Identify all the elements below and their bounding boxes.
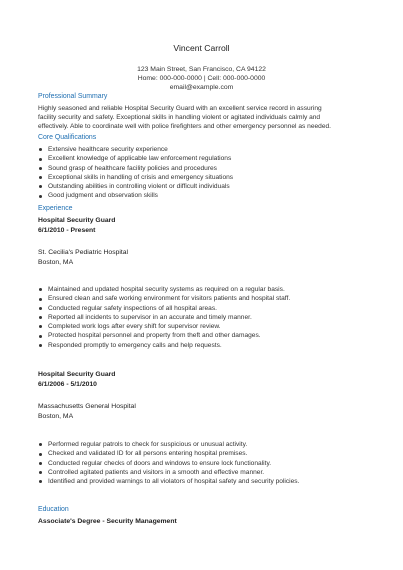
list-item: Completed work logs after every shift for supervisor review. — [38, 322, 373, 331]
list-item: Conducted regular safety inspections of all hospital areas. — [38, 304, 373, 313]
list-item: Protected hospital personnel and property from theft and other damages. — [38, 331, 373, 340]
section-heading-education: Education — [38, 506, 69, 513]
list-item: Conducted regular checks of doors and windows to ensure lock functionality. — [38, 459, 373, 468]
employer-location: Boston, MA — [38, 259, 74, 266]
list-item: Excellent knowledge of applicable law enforcement regulations — [38, 154, 373, 163]
email-line: email@example.com — [169, 84, 234, 91]
list-item: Controlled agitated patients and visitors in a smooth and effective manner. — [38, 468, 373, 477]
summary-line: facility security and safety. Exceptional skills in handling violent or agitated individuals calmly and — [38, 114, 321, 122]
list-item: Extensive healthcare security experience — [38, 145, 373, 154]
list-item: Outstanding abilities in controlling violent or difficult individuals — [38, 182, 373, 191]
employer-location: Boston, MA — [38, 413, 74, 420]
summary-line: effectively. Able to coordinate well with police firefighters and other emergency personnel as needed. — [38, 123, 331, 131]
job-title: Hospital Security Guard — [38, 371, 116, 378]
list-item: Checked and validated ID for all persons entering hospital premises. — [38, 449, 373, 458]
list-item: Good judgment and observation skills — [38, 191, 373, 200]
employer-name: St. Cecilia's Pediatric Hospital — [38, 249, 129, 256]
qualifications-list — [38, 145, 373, 201]
list-item: Ensured clean and safe working environment for visitors patients and hospital staff. — [38, 294, 373, 303]
list-item: Exceptional skills in handling of crisis and emergency situations — [38, 173, 373, 182]
candidate-name: Vincent Carroll — [173, 43, 230, 53]
section-heading-summary: Professional Summary — [38, 93, 108, 100]
list-item: Performed regular patrols to check for suspicious or unusual activity. — [38, 440, 373, 449]
duties-list — [38, 440, 373, 486]
degree: Associate's Degree - Security Management — [38, 518, 177, 525]
list-item: Identified and provided warnings to all violators of hospital safety and security policies. — [38, 477, 373, 486]
phone-line: Home: 000-000-0000 | Cell: 000-000-0000 — [137, 75, 266, 82]
job-dates: 6/1/2010 - Present — [38, 227, 96, 234]
job-title: Hospital Security Guard — [38, 217, 116, 224]
list-item: Responded promptly to emergency calls and help requests. — [38, 341, 373, 350]
list-item: Sound grasp of healthcare facility policies and procedures — [38, 164, 373, 173]
section-heading-experience: Experience — [38, 205, 73, 212]
job-dates: 6/1/2006 - 5/1/2010 — [38, 381, 97, 388]
summary-line: Highly seasoned and reliable Hospital Security Guard with an excellent service record in assuring — [38, 105, 322, 112]
duties-list — [38, 285, 373, 350]
employer-name: Massachusetts General Hospital — [38, 403, 136, 410]
list-item: Reported all incidents to supervisor in an accurate and timely manner. — [38, 313, 373, 322]
list-item: Maintained and updated hospital security systems as required on a regular basis. — [38, 285, 373, 294]
section-heading-qualifications: Core Qualifications — [38, 134, 97, 141]
address-line: 123 Main Street, San Francisco, CA 94122 — [137, 66, 266, 73]
summary-paragraph — [38, 104, 368, 132]
